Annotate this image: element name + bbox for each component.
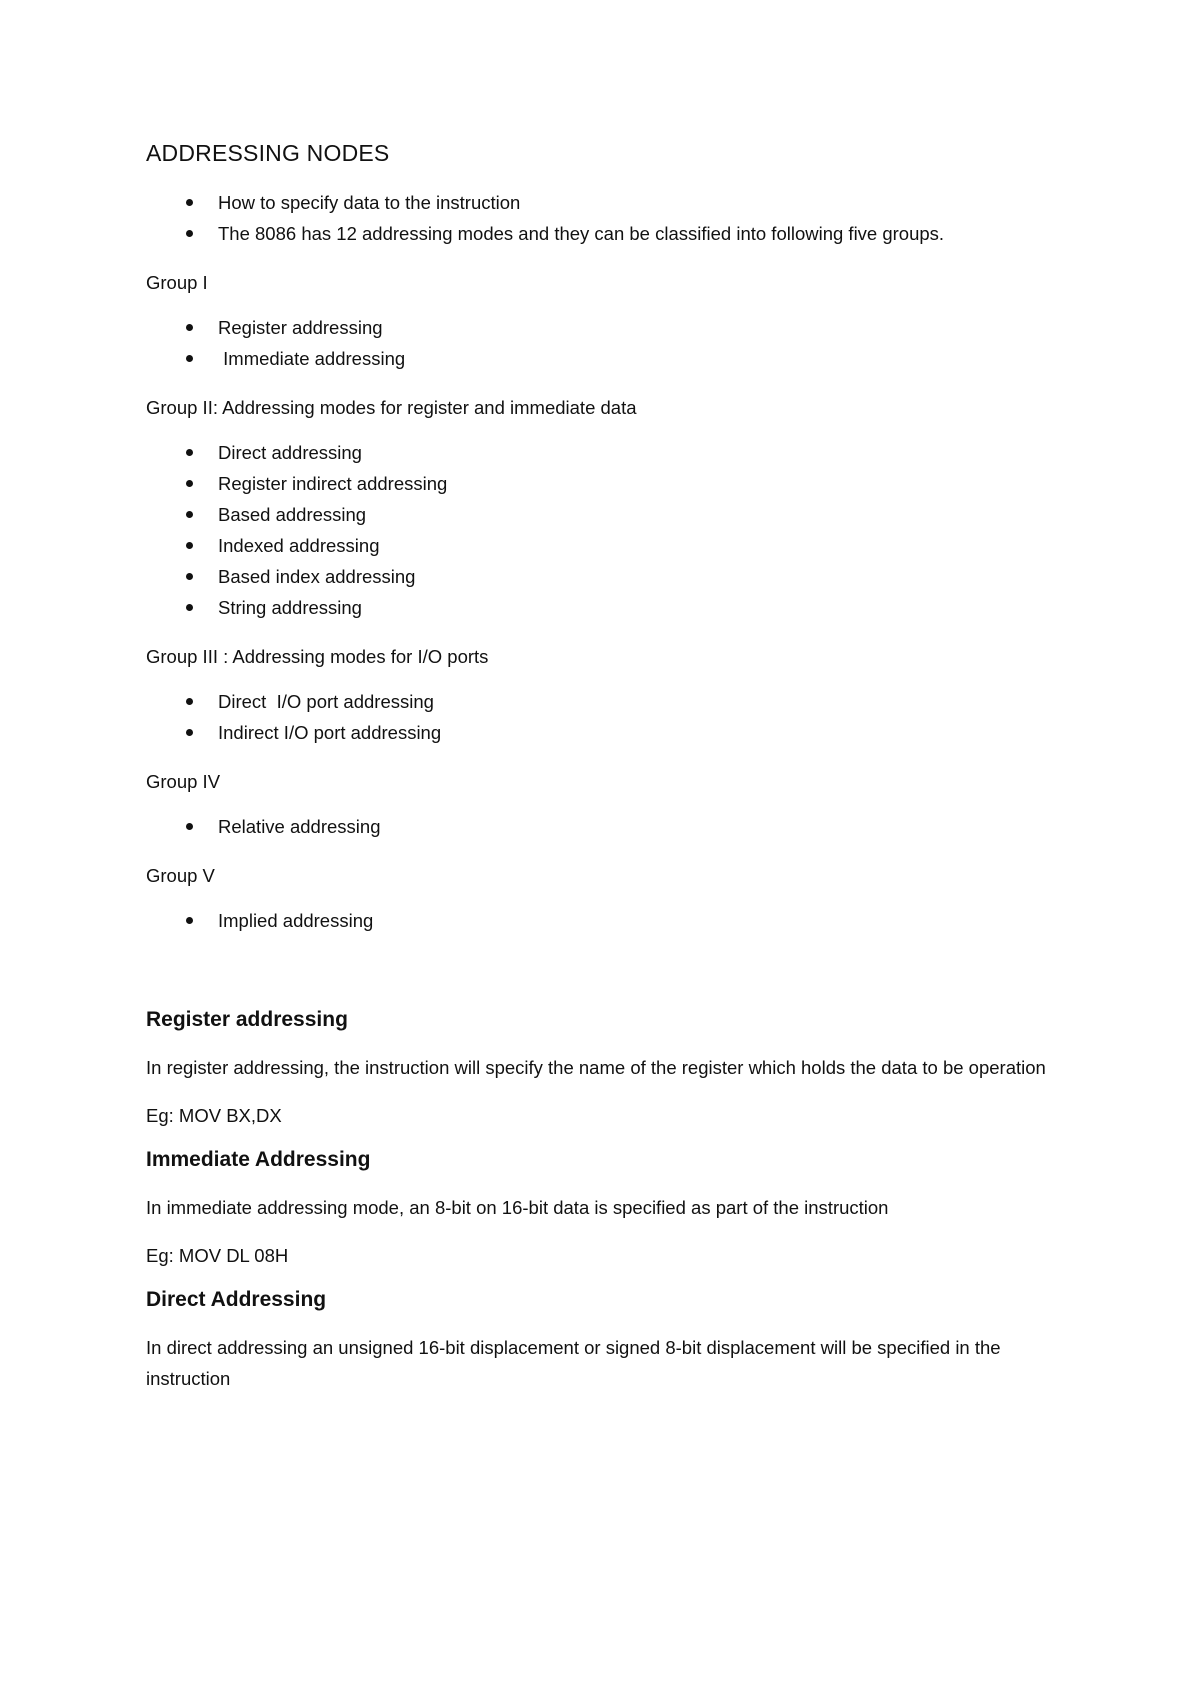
- document-page: [146, 140, 1066, 1411]
- list-item: Based index addressing: [146, 561, 1066, 592]
- list-item: How to specify data to the instruction: [146, 187, 1066, 218]
- group-label: Group IV: [146, 771, 221, 792]
- group-bullet-list: [146, 811, 1066, 842]
- group-label: Group I: [146, 272, 208, 293]
- list-item: Direct I/O port addressing: [146, 686, 1066, 717]
- list-item: Register addressing: [146, 312, 1066, 343]
- group-bullet-list: [146, 686, 1066, 748]
- bullet-icon: [186, 917, 193, 924]
- bullet-icon: [186, 823, 193, 830]
- bullet-icon: [186, 573, 193, 580]
- bullet-icon: [186, 355, 193, 362]
- list-item: Indirect I/O port addressing: [146, 717, 1066, 748]
- section-paragraph: In immediate addressing mode, an 8-bit on 16-bit data is specified as part of the instruction: [146, 1197, 889, 1218]
- section-paragraph: In direct addressing an unsigned 16-bit displacement or signed 8-bit displacement will be specified in the instruction: [146, 1337, 1001, 1389]
- intro-bullet-list: [146, 187, 1066, 249]
- list-item: Register indirect addressing: [146, 468, 1066, 499]
- list-item: The 8086 has 12 addressing modes and they can be classified into following five groups.: [146, 218, 1066, 249]
- bullet-icon: [186, 729, 193, 736]
- list-item: Immediate addressing: [146, 343, 1066, 374]
- group-label: Group III : Addressing modes for I/O ports: [146, 646, 489, 667]
- bullet-icon: [186, 542, 193, 549]
- section-spacer: [146, 954, 1066, 1008]
- list-item: Direct addressing: [146, 437, 1066, 468]
- group-label: Group V: [146, 865, 215, 886]
- bullet-icon: [186, 698, 193, 705]
- section-heading: Register addressing: [146, 1008, 348, 1031]
- section-example: Eg: MOV DL 08H: [146, 1245, 289, 1266]
- bullet-icon: [186, 511, 193, 518]
- list-item: Indexed addressing: [146, 530, 1066, 561]
- bullet-icon: [186, 449, 193, 456]
- section-paragraph: In register addressing, the instruction will specify the name of the register which holds the data to be operation: [146, 1057, 1046, 1078]
- group-bullet-list: [146, 905, 1066, 936]
- document-title: ADDRESSING NODES: [146, 140, 390, 166]
- list-item: Implied addressing: [146, 905, 1066, 936]
- bullet-icon: [186, 324, 193, 331]
- list-item: Relative addressing: [146, 811, 1066, 842]
- list-item: Based addressing: [146, 499, 1066, 530]
- bullet-icon: [186, 199, 193, 206]
- bullet-icon: [186, 230, 193, 237]
- group-bullet-list: [146, 437, 1066, 623]
- list-item: String addressing: [146, 592, 1066, 623]
- group-bullet-list: [146, 312, 1066, 374]
- bullet-icon: [186, 480, 193, 487]
- group-label: Group II: Addressing modes for register and immediate data: [146, 397, 637, 418]
- section-heading: Direct Addressing: [146, 1288, 327, 1311]
- bullet-icon: [186, 604, 193, 611]
- section-heading: Immediate Addressing: [146, 1148, 371, 1171]
- section-example: Eg: MOV BX,DX: [146, 1105, 282, 1126]
